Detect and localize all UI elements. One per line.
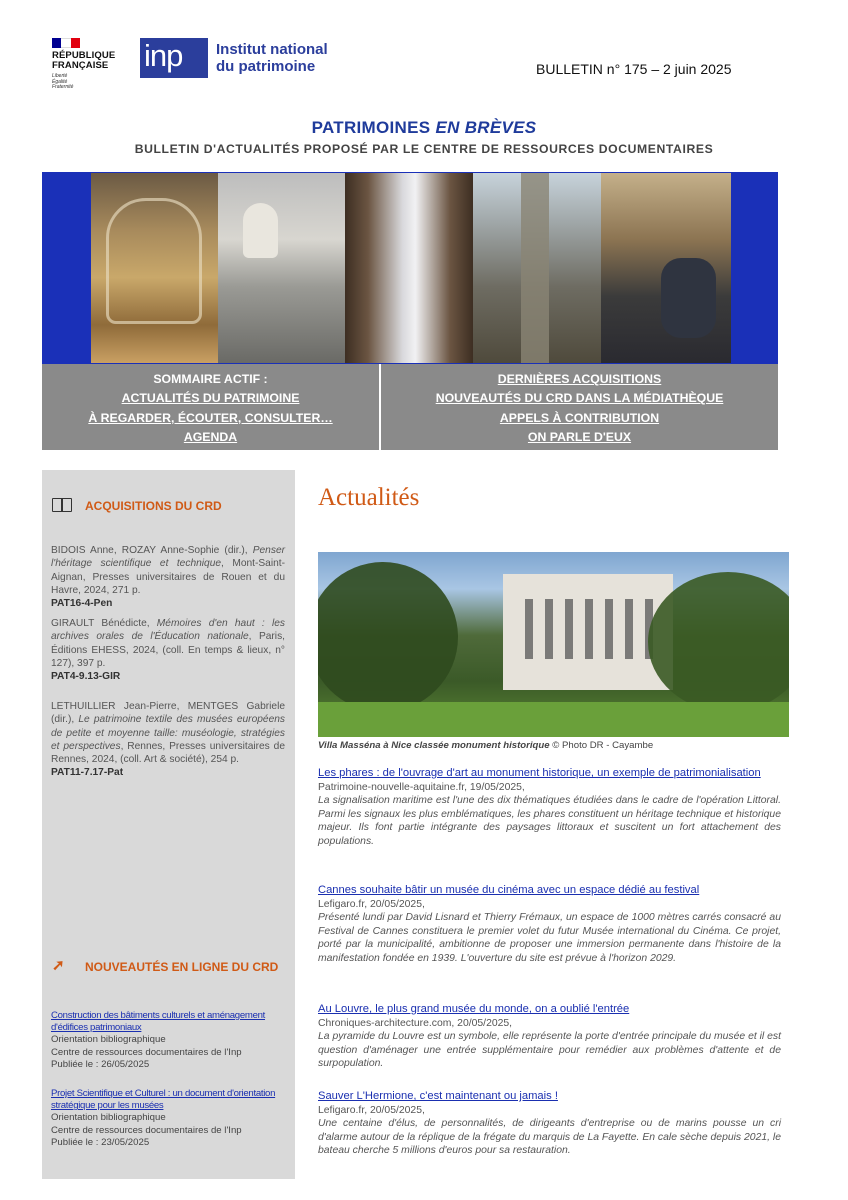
news-article: [318, 884, 781, 966]
menu-link-appels[interactable]: APPELS À CONTRIBUTION: [499, 410, 660, 425]
online-item-type: Orientation bibliographique: [51, 1112, 166, 1124]
menu-sommaire: [42, 364, 379, 450]
acquisitions-heading-text: ACQUISITIONS DU CRD: [85, 499, 222, 513]
article-summary: Présenté lundi par David Lisnard et Thierry Frémaux, un espace de 1000 mètres carrés consacré au Festival de Cannes constituera le premier volet du futur Musée international du Cinéma. Ce projet, porté par la municipalité, ambitionne de proposer une immersion permanente dans l'histoire de la manifestation fondée en 1939. L'ouverture du site est prévue à l'horizon 2029.: [318, 912, 781, 964]
acquisition-item: [51, 617, 285, 683]
inp-logo: [140, 38, 328, 78]
article-link[interactable]: Sauver L'Hermione, c'est maintenant ou jamais !: [318, 1090, 558, 1102]
article-source: Lefigaro.fr, 20/05/2025,: [318, 898, 425, 910]
acq-title: Penser l'héritage scientifique et technique: [51, 545, 285, 570]
acquisition-item: [51, 700, 285, 780]
inp-name-line1: Institut national: [216, 41, 328, 58]
book-icon: [52, 498, 78, 514]
menu-link-nouveautes[interactable]: NOUVEAUTÉS DU CRD DANS LA MÉDIATHÈQUE: [435, 391, 724, 406]
rf-name: RÉPUBLIQUE FRANÇAISE: [52, 50, 116, 71]
article-summary: La pyramide du Louvre est un symbole, elle représente la porte d'entrée principale du musée et il est question d'aménager une entrée supplémentaire pour remédier aux problèmes d'attente et de surpopulation.: [318, 1031, 781, 1070]
online-item-link[interactable]: Projet Scientifique et Culturel : un document d'orientation stratégique pour les musées: [51, 1088, 276, 1112]
section-title-actualites: Actualités: [318, 484, 420, 511]
republique-francaise-logo: [52, 38, 132, 91]
inp-logo-text: [216, 41, 328, 75]
menu-link-agenda[interactable]: AGENDA: [183, 430, 238, 445]
online-item: [51, 1010, 287, 1071]
villa-massena-photo: [318, 552, 789, 737]
online-item-date: Publiée le : 23/05/2025: [51, 1136, 150, 1148]
article-link[interactable]: Au Louvre, le plus grand musée du monde, on a oublié l'entrée: [318, 1003, 630, 1015]
online-item: [51, 1088, 287, 1149]
news-article: [318, 1090, 781, 1158]
article-link[interactable]: Cannes souhaite bâtir un musée du cinéma avec un espace dédié au festival: [318, 884, 700, 896]
menu-link-actualites[interactable]: ACTUALITÉS DU PATRIMOINE: [121, 391, 300, 406]
acq-cote: PAT16-4-Pen: [51, 598, 113, 610]
inp-logo-mark: inp: [140, 38, 208, 78]
acq-authors: GIRAULT Bénédicte,: [51, 618, 157, 629]
sidebar: [42, 470, 295, 1179]
acq-title: Le patrimoine textile des musées européens de petite et moyenne taille: muséologie, stratégies et perspectives: [51, 714, 286, 752]
acq-authors: LETHUILLIER Jean-Pierre, MENTGES Gabriele (dir.),: [51, 701, 285, 726]
online-item-link[interactable]: Construction des bâtiments culturels et aménagement d'édifices patrimoniaux: [51, 1010, 266, 1034]
arrow-icon: ➚: [52, 957, 65, 974]
article-source: Patrimoine-nouvelle-aquitaine.fr, 19/05/2025,: [318, 781, 525, 793]
article-summary: La signalisation maritime est l'une des dix thématiques étudiées dans le cadre de l'opération Littoral. Parmi les signaux les plus emblématiques, les phares constituent un héritage technique et historique majeur. Ils font partie intégrante des paysages littoraux et suscitent un fort attachement des populations.: [318, 795, 781, 847]
photo-banner: [42, 172, 778, 364]
banner-photo-skeleton: [91, 173, 218, 363]
bulletin-number: BULLETIN n° 175 – 2 juin 2025: [536, 61, 732, 77]
article-link[interactable]: Les phares : de l'ouvrage d'art au monument historique, un exemple de patrimonialisation: [318, 767, 761, 779]
online-item-type: Orientation bibliographique: [51, 1034, 166, 1046]
online-heading: [52, 959, 278, 975]
banner-photo-sculptures: [218, 173, 345, 363]
french-flag-icon: [52, 38, 80, 48]
online-item-source: Centre de ressources documentaires de l'Inp: [51, 1046, 242, 1058]
acq-publication: , Rennes, Presses universitaires de Rennes, 2024, (coll. Art & société), 254 p.: [51, 740, 285, 766]
menu-acquisitions: [381, 364, 778, 450]
banner-photos: [91, 173, 731, 363]
acquisitions-heading: [52, 498, 222, 514]
photo-caption: [318, 740, 653, 751]
online-item-source: Centre de ressources documentaires de l'Inp: [51, 1124, 242, 1136]
menu-link-on-parle[interactable]: ON PARLE D'EUX: [527, 430, 632, 445]
inp-name-line2: du patrimoine: [216, 58, 316, 75]
rf-motto: Liberté Égalité Fraternité: [52, 73, 74, 91]
acq-publication: , Paris, Éditions EHESS, 2024, (coll. En temps & lieux, n° 127), 397 p.: [51, 631, 285, 669]
article-source: Chroniques-architecture.com, 20/05/2025,: [318, 1017, 513, 1029]
online-heading-text: NOUVEAUTÉS EN LIGNE DU CRD: [85, 960, 279, 974]
acq-cote: PAT11-7.17-Pat: [51, 767, 124, 779]
article-source: Lefigaro.fr, 20/05/2025,: [318, 1104, 425, 1116]
title-main: PATRIMOINES: [311, 118, 436, 137]
publication-subtitle: BULLETIN D'ACTUALITÉS PROPOSÉ PAR LE CENTRE DE RESSOURCES DOCUMENTAIRES: [134, 142, 714, 156]
acq-cote: PAT4-9.13-GIR: [51, 671, 121, 683]
publication-title: [0, 118, 848, 138]
acq-publication: , Mont-Saint-Aignan, Presses universitaires de Rouen et du Havre, 2024, 271 p.: [51, 558, 285, 596]
title-italic: EN BRÈVES: [435, 118, 537, 137]
banner-photo-archive-shelves: [345, 173, 473, 363]
banner-photo-spire: [473, 173, 601, 363]
menu-link-acquisitions[interactable]: DERNIÈRES ACQUISITIONS: [497, 372, 662, 386]
acquisition-item: [51, 544, 285, 610]
menu-heading: SOMMAIRE ACTIF :: [153, 372, 268, 386]
acq-authors: BIDOIS Anne, ROZAY Anne-Sophie (dir.),: [51, 545, 253, 556]
news-article: [318, 1003, 781, 1071]
article-summary: Une centaine d'élus, de personnalités, de dirigeants d'entreprise ou de marins pousse un cri d'alarme autour de la réplique de la frégate du marquis de La Fayette. En cale sèche depuis 2021, le bateau cherche 5 millions d'euros pour sa restauration.: [318, 1118, 781, 1157]
banner-photo-restorer: [601, 173, 731, 363]
news-article: [318, 767, 781, 849]
photo-caption-title: Villa Masséna à Nice classée monument historique: [318, 740, 550, 751]
menu-link-regarder[interactable]: À REGARDER, ÉCOUTER, CONSULTER…: [88, 410, 333, 425]
photo-caption-credit: © Photo DR - Cayambe: [549, 740, 654, 751]
online-item-date: Publiée le : 26/05/2025: [51, 1058, 150, 1070]
acq-title: Mémoires d'en haut : les archives orales de l'Éducation nationale: [51, 618, 286, 643]
